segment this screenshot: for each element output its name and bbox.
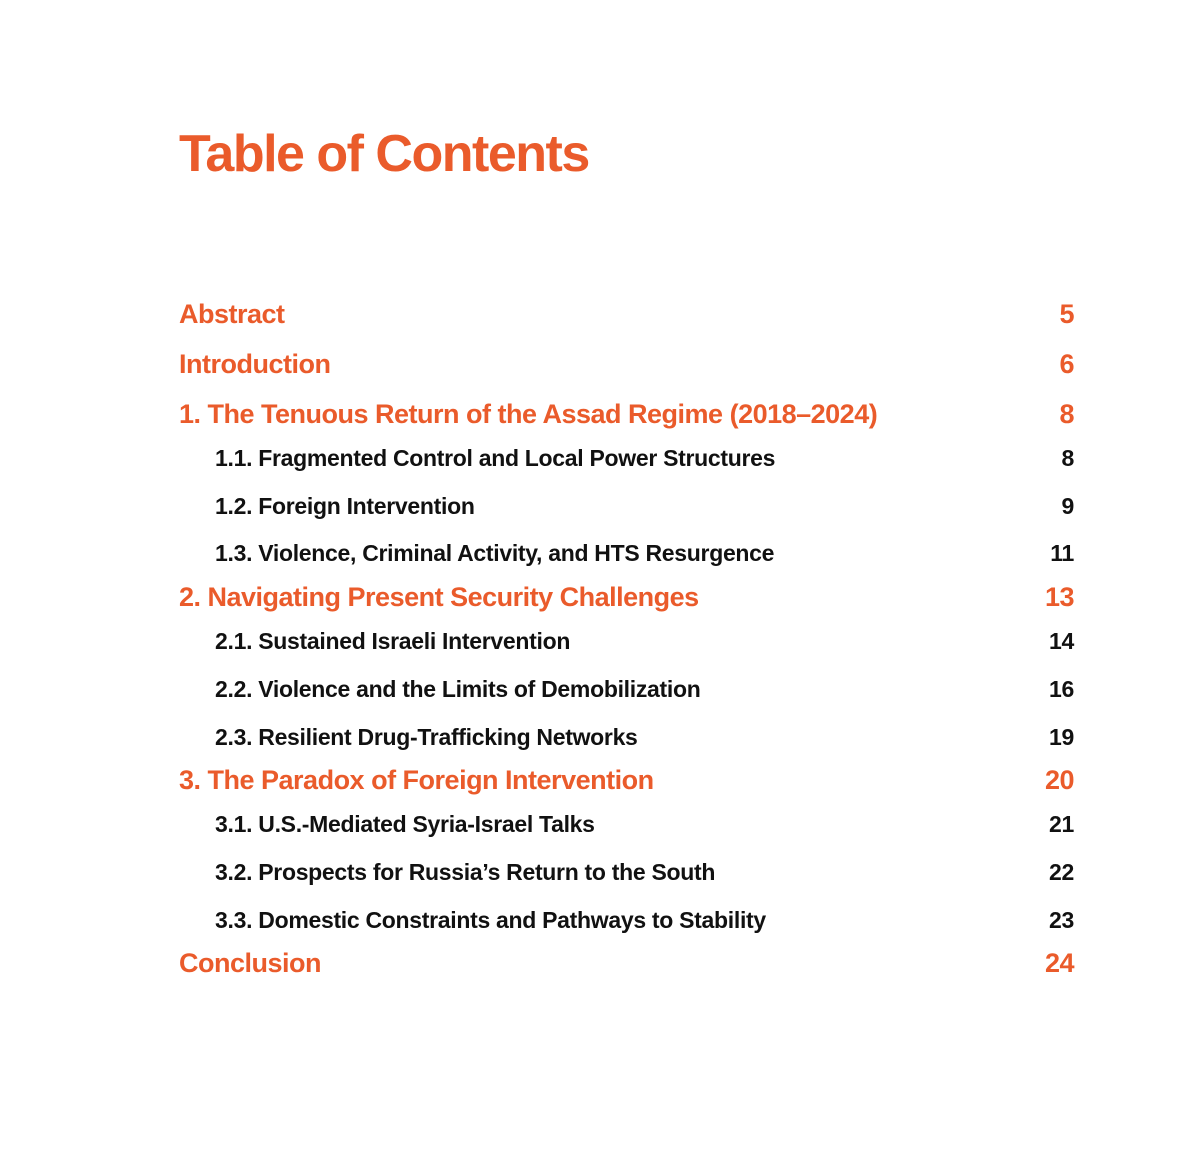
toc-entry-page-number: 20 [1044, 764, 1074, 795]
toc-entry-label: 3.2. Prospects for Russia’s Return to the South [215, 858, 716, 885]
toc-entry-page-number: 8 [1059, 398, 1074, 429]
toc-entry-section-2[interactable] [179, 577, 1074, 617]
toc-entry-section-1-1[interactable] [179, 438, 1074, 478]
toc-entry-label: Abstract [179, 298, 285, 329]
toc-entry-label: 2. Navigating Present Security Challenges [179, 581, 699, 612]
toc-entry-page-number: 13 [1044, 581, 1074, 612]
toc-entry-page-number: 9 [1061, 492, 1074, 519]
toc-entry-section-3-3[interactable] [179, 900, 1074, 940]
toc-entry-page-number: 16 [1049, 675, 1074, 702]
toc-entry-page-number: 11 [1050, 539, 1074, 566]
toc-entry-label: 3. The Paradox of Foreign Intervention [179, 764, 654, 795]
toc-entry-page-number: 8 [1061, 444, 1074, 471]
toc-entry-abstract[interactable] [179, 294, 1074, 334]
toc-entry-section-1[interactable] [179, 394, 1074, 434]
toc-entry-label: Introduction [179, 348, 331, 379]
toc-entry-page-number: 24 [1044, 947, 1074, 978]
toc-entry-page-number: 5 [1059, 298, 1074, 329]
toc-entry-label: 1. The Tenuous Return of the Assad Regime (2018–2024) [179, 398, 878, 429]
toc-entry-section-3[interactable] [179, 760, 1074, 800]
toc-entry-label: 1.1. Fragmented Control and Local Power Structures [215, 444, 776, 471]
toc-entry-label: 1.2. Foreign Intervention [215, 492, 475, 519]
toc-entry-page-number: 22 [1049, 858, 1074, 885]
toc-entry-page-number: 14 [1049, 627, 1074, 654]
toc-entry-page-number: 21 [1049, 810, 1074, 837]
toc-entry-label: 2.1. Sustained Israeli Intervention [215, 627, 571, 654]
toc-entry-section-2-2[interactable] [179, 669, 1074, 709]
toc-entry-introduction[interactable] [179, 344, 1074, 384]
toc-entry-label: 2.2. Violence and the Limits of Demobilization [215, 675, 701, 702]
toc-entry-page-number: 19 [1049, 723, 1074, 750]
toc-entry-page-number: 6 [1059, 348, 1074, 379]
toc-entry-page-number: 23 [1049, 906, 1074, 933]
toc-entry-section-2-1[interactable] [179, 621, 1074, 661]
toc-entry-label: 2.3. Resilient Drug-Trafficking Networks [215, 723, 638, 750]
toc-entry-section-3-1[interactable] [179, 804, 1074, 844]
toc-entry-section-3-2[interactable] [179, 852, 1074, 892]
toc-entry-conclusion[interactable] [179, 943, 1074, 983]
page-title: Table of Contents [179, 125, 589, 183]
toc-entry-section-1-2[interactable] [179, 486, 1074, 526]
toc-entry-label: Conclusion [179, 947, 321, 978]
toc-entry-section-2-3[interactable] [179, 717, 1074, 757]
toc-entry-label: 3.3. Domestic Constraints and Pathways to Stability [215, 906, 766, 933]
toc-entry-section-1-3[interactable] [179, 533, 1074, 573]
toc-entry-label: 3.1. U.S.-Mediated Syria-Israel Talks [215, 810, 595, 837]
toc-entry-label: 1.3. Violence, Criminal Activity, and HTS Resurgence [215, 539, 775, 566]
